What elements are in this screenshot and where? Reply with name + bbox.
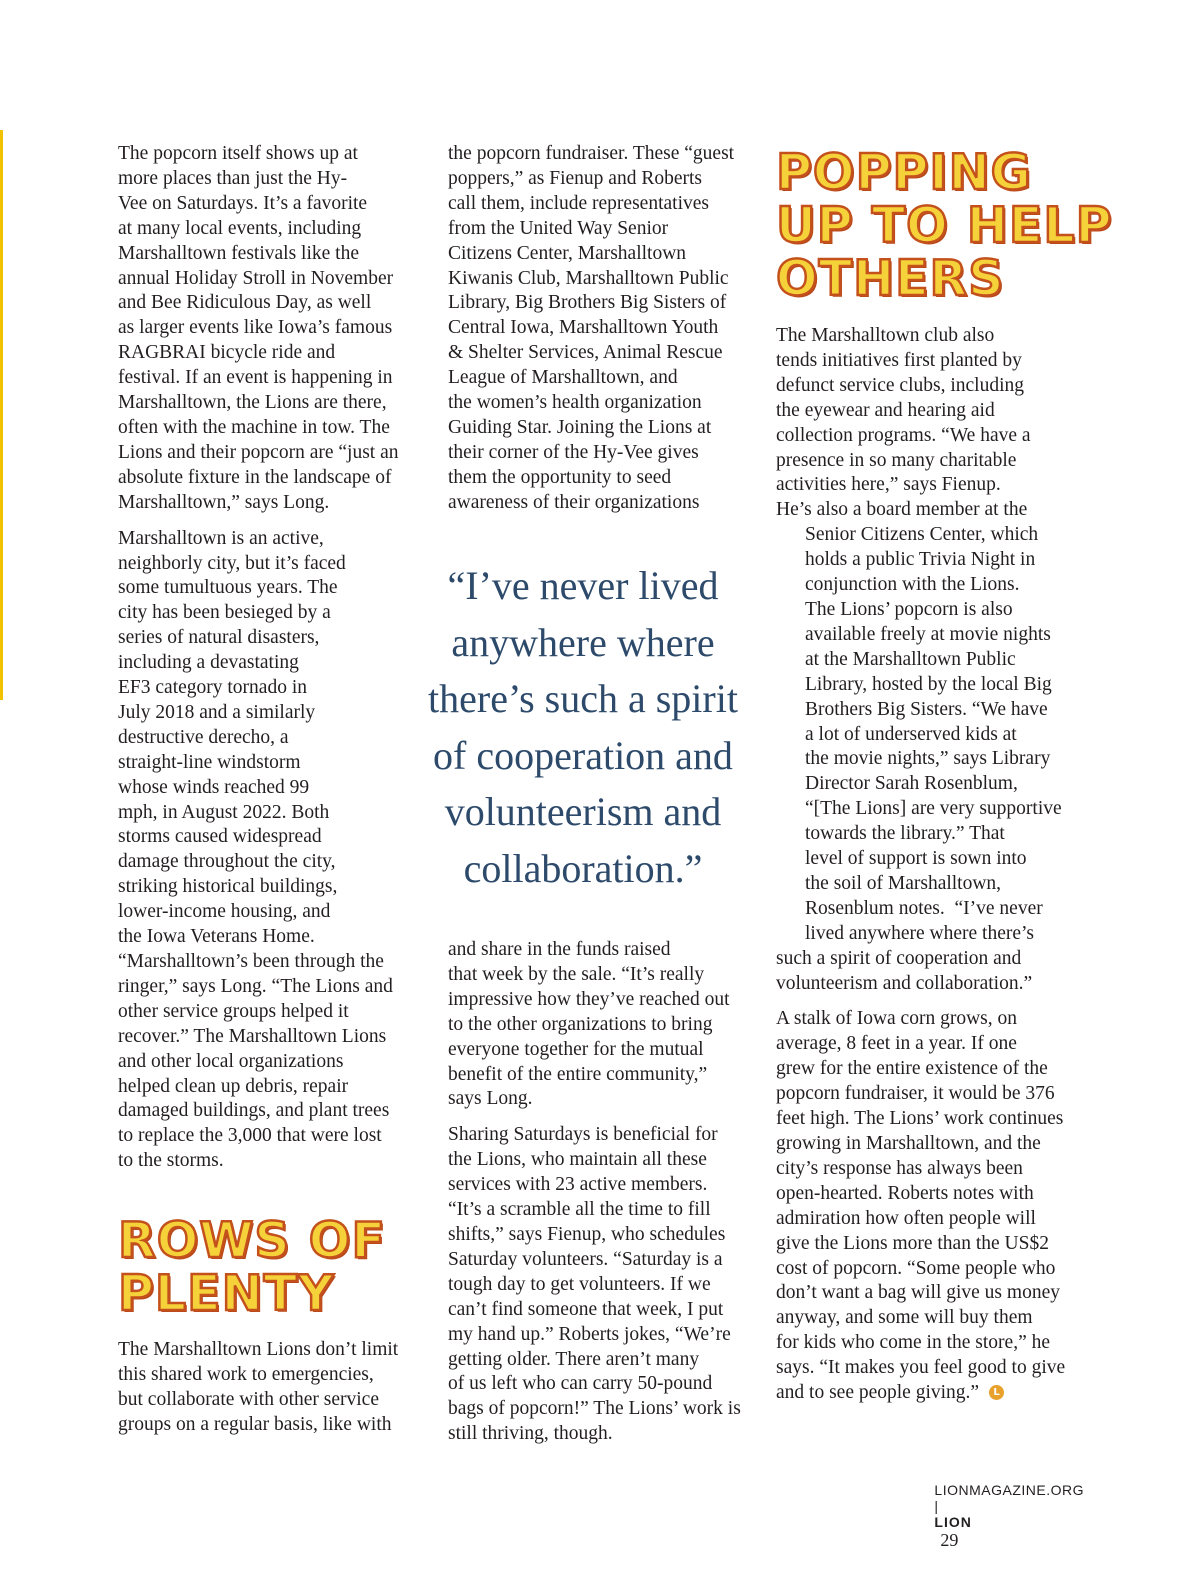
column-1 (118, 142, 399, 1438)
footer-brand: LION (934, 1514, 972, 1530)
edge-accent-rule (0, 130, 3, 700)
body-paragraph: The popcorn itself shows up at more places than just the Hy- Vee on Saturdays. It’s a favorite at many local events, including Marshalltown festivals like the annual Holiday Stroll in November and Bee Ridiculous Day, as well as larger events like Iowa’s famous RAGBRAI bicycle ride and festival. If an event is happening in Marshalltown, the Lions are there, often with the machine in tow. The Lions and their popcorn are “just an absolute fixture in the landscape of Marshalltown,” says Long. (118, 143, 399, 513)
body-paragraph: Marshalltown is an active, neighborly city, but it’s faced some tumultuous years. The city has been besieged by a series of natural disasters, including a devastating EF3 category tornado in July 2018 and a similarly destructive derecho, a straight-line windstorm whose winds reached 99 mph, in August 2022. Both storms caused widespread damage throughout the city, striking historical buildings, lower-income housing, and the Iowa Veterans Home. “Marshalltown’s been through the ringer,” says Long. “The Lions and other service groups helped it recover.” The Marshalltown Lions and other local organizations helped clean up debris, repair damaged buildings, and plant trees to replace the 3,000 that were lost to the storms. (118, 527, 393, 1172)
body-paragraph-indented: Senior Citizens Center, which holds a public Trivia Night in conjunction with the Lions. The Lions’ popcorn is also available freely at movie nights at the Marshalltown Public Library, hosted by the local Big Brothers Big Sisters. “We have a lot of underserved kids at the movie nights,” says Library Director Sarah Rosenblum, “[The Lions] are very supportive towards the library.” That level of support is sown into the soil of Marshalltown, Rosenblum notes. “I’ve never lived anywhere where there’s (805, 524, 1062, 944)
pull-quote: “I’ve never lived anywhere where there’s such a spirit of cooperation and volunteerism and collaboration.” (428, 563, 738, 891)
body-paragraph: and share in the funds raised that week by the sale. “It’s really impressive how they’ve reached out to the other organizations to bring everyone together for the mutual benefit of the entire community,” says Long. (448, 939, 730, 1110)
column-2 (448, 142, 734, 516)
page-footer (927, 1466, 1084, 1551)
column-3 (776, 146, 1113, 1406)
body-paragraph: Sharing Saturdays is beneficial for the Lions, who maintain all these services with 23 active members. “It’s a scramble all the time to fill shifts,” says Fienup, who schedules Saturday volunteers. “Saturday is a tough day to get volunteers. If we can’t find someone that week, I put my hand up.” Roberts jokes, “We’re getting older. There aren’t many of us left who can carry 50-pound bags of popcorn!” The Lions’ work is still thriving, though. (448, 1124, 741, 1445)
body-paragraph: such a spirit of cooperation and volunteerism and collaboration.” (776, 947, 1033, 994)
footer-site: LIONMAGAZINE.ORG (934, 1482, 1084, 1498)
page-number: 29 (940, 1530, 959, 1550)
section-heading-popping-up: POPPING UP TO HELP OTHERS (776, 144, 1113, 307)
lion-end-mark-icon: L (989, 1385, 1004, 1400)
column-2-continued (448, 938, 741, 1447)
body-paragraph: The Marshalltown Lions don’t limit this shared work to emergencies, but collaborate with other service groups on a regular basis, like with (118, 1339, 399, 1435)
body-paragraph: A stalk of Iowa corn grows, on average, 8 feet in a year. If one grew for the entire existence of the popcorn fundraiser, it would be 376 feet high. The Lions’ work continues growing in Marshalltown, and the city’s response has always been open-hearted. Roberts notes with admiration how often people will give the Lions more than the US$2 cost of popcorn. “Some people who don’t want a bag will give us money anyway, and some will buy them for kids who come in the store,” he says. “It makes you feel good to give and to see people giving.” (776, 1008, 1066, 1404)
footer-separator: | (934, 1498, 939, 1514)
body-paragraph: The Marshalltown club also tends initiatives first planted by defunct service clubs, including the eyewear and hearing aid collection programs. “We have a presence in so many charitable activities here,” says Fienup. He’s also a board member at the (776, 325, 1031, 521)
body-paragraph: the popcorn fundraiser. These “guest poppers,” as Fienup and Roberts call them, include representatives from the United Way Senior Citizens Center, Marshalltown Kiwanis Club, Marshalltown Public Library, Big Brothers Big Sisters of Central Iowa, Marshalltown Youth & Shelter Services, Animal Rescue League of Marshalltown, and the women’s health organization Guiding Star. Joining the Lions at their corner of the Hy-Vee gives them the opportunity to seed awareness of their organizations (448, 143, 735, 513)
section-heading-rows-of-plenty: ROWS OF PLENTY (118, 1212, 386, 1323)
